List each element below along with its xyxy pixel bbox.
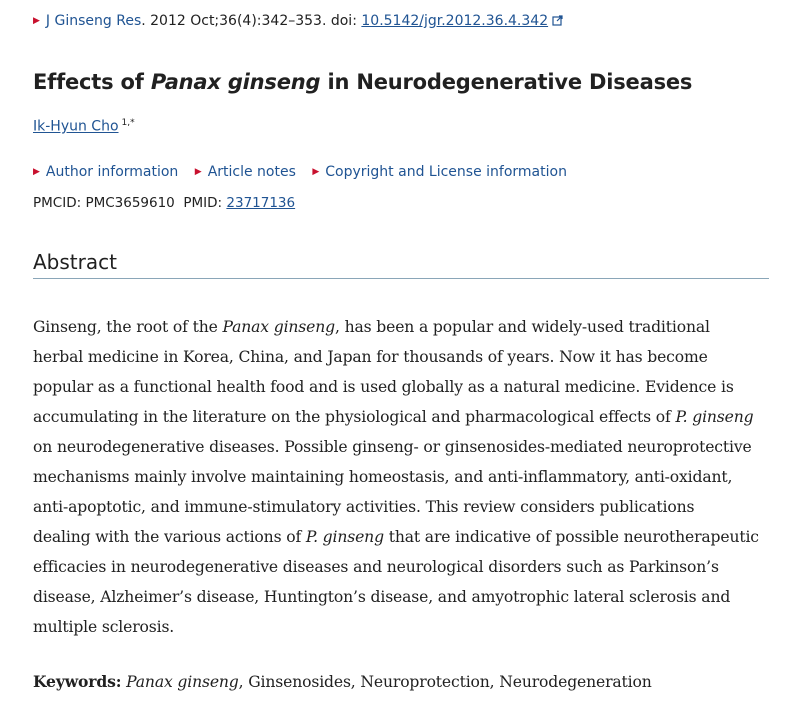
abstract-text-segment: herbal medicine in Korea, China, and Japan for thousands of years. Now it has become [33,348,708,366]
abstract-line [33,582,773,612]
title-prefix: Effects of [33,70,151,94]
abstract-text [33,312,773,642]
author-information-toggle[interactable] [33,164,178,180]
abstract-text-segment: popular as a functional health food and is used globally as a natural medicine. Evidence is [33,378,734,396]
abstract-species-name: P. ginseng [675,408,754,426]
abstract-species-name: Panax ginseng [222,318,335,336]
pmcid-value: PMC3659610 [85,195,175,211]
abstract-text-segment: that are indicative of possible neurotherapeutic [383,528,759,546]
keyword-species: Panax ginseng [126,673,239,691]
triangle-marker-icon: ▶ [194,167,202,177]
keywords-list: , Ginsenosides, Neuroprotection, Neurodegeneration [238,673,652,691]
abstract-line [33,432,773,462]
title-species: Panax ginseng [150,70,321,94]
pmcid-label: PMCID: [33,195,82,211]
abstract-text-segment: accumulating in the literature on the physiological and pharmacological effects of [33,408,676,426]
triangle-marker-icon: ▶ [312,167,320,177]
abstract-text-segment: disease, Alzheimer’s disease, Huntington’s disease, and amyotrophic lateral sclerosis and [33,588,731,606]
journal-link[interactable]: J Ginseng Res [45,13,142,29]
keywords-line [33,672,652,691]
author-link[interactable]: Ik-Hyun Cho [33,118,119,135]
article-notes-label: Article notes [207,164,296,180]
abstract-heading: Abstract [33,250,769,279]
abstract-line [33,342,773,372]
triangle-marker-icon: ▶ [33,167,40,177]
article-ids [33,195,295,211]
abstract-text-segment: efficacies in neurodegenerative diseases and neurological disorders such as Parkinson’s [33,558,719,576]
author-affiliation-sup[interactable]: 1,* [121,118,135,128]
abstract-line [33,522,773,552]
abstract-line [33,462,773,492]
pmid-label: PMID: [183,195,223,211]
doi-link[interactable]: 10.5142/jgr.2012.36.4.342 [361,13,549,29]
abstract-text-segment: anti-apoptotic, and immune-stimulatory activities. This review considers publications [33,498,695,516]
abstract-line [33,492,773,522]
abstract-text-segment: , has been a popular and widely-used traditional [334,318,710,336]
triangle-marker-icon: ▶ [33,16,40,26]
keywords-label: Keywords: [33,672,122,691]
article-info-links [33,164,579,180]
abstract-line [33,372,773,402]
pmid-link[interactable]: 23717136 [226,195,296,211]
author-line [33,118,135,135]
external-link-icon[interactable] [552,14,563,30]
title-suffix: in Neurodegenerative Diseases [320,70,693,94]
abstract-text-segment: multiple sclerosis. [33,618,175,636]
author-information-label: Author information [45,164,179,180]
abstract-line [33,402,773,432]
abstract-text-segment: Ginseng, the root of the [33,318,223,336]
article-title [33,70,692,94]
abstract-line [33,312,773,342]
abstract-line [33,552,773,582]
citation-details: . 2012 Oct;36(4):342–353. doi: [141,13,362,29]
copyright-license-label: Copyright and License information [325,164,567,180]
copyright-license-toggle[interactable] [312,164,567,180]
abstract-text-segment: on neurodegenerative diseases. Possible ginseng- or ginsenosides-mediated neuroprotective [33,438,752,456]
abstract-line [33,612,773,642]
abstract-text-segment: mechanisms mainly involve maintaining homeostasis, and anti-inflammatory, anti-oxidant, [33,468,733,486]
article-notes-toggle[interactable] [195,164,296,180]
citation-line [33,13,563,30]
abstract-text-segment: dealing with the various actions of [33,528,306,546]
abstract-species-name: P. ginseng [305,528,384,546]
